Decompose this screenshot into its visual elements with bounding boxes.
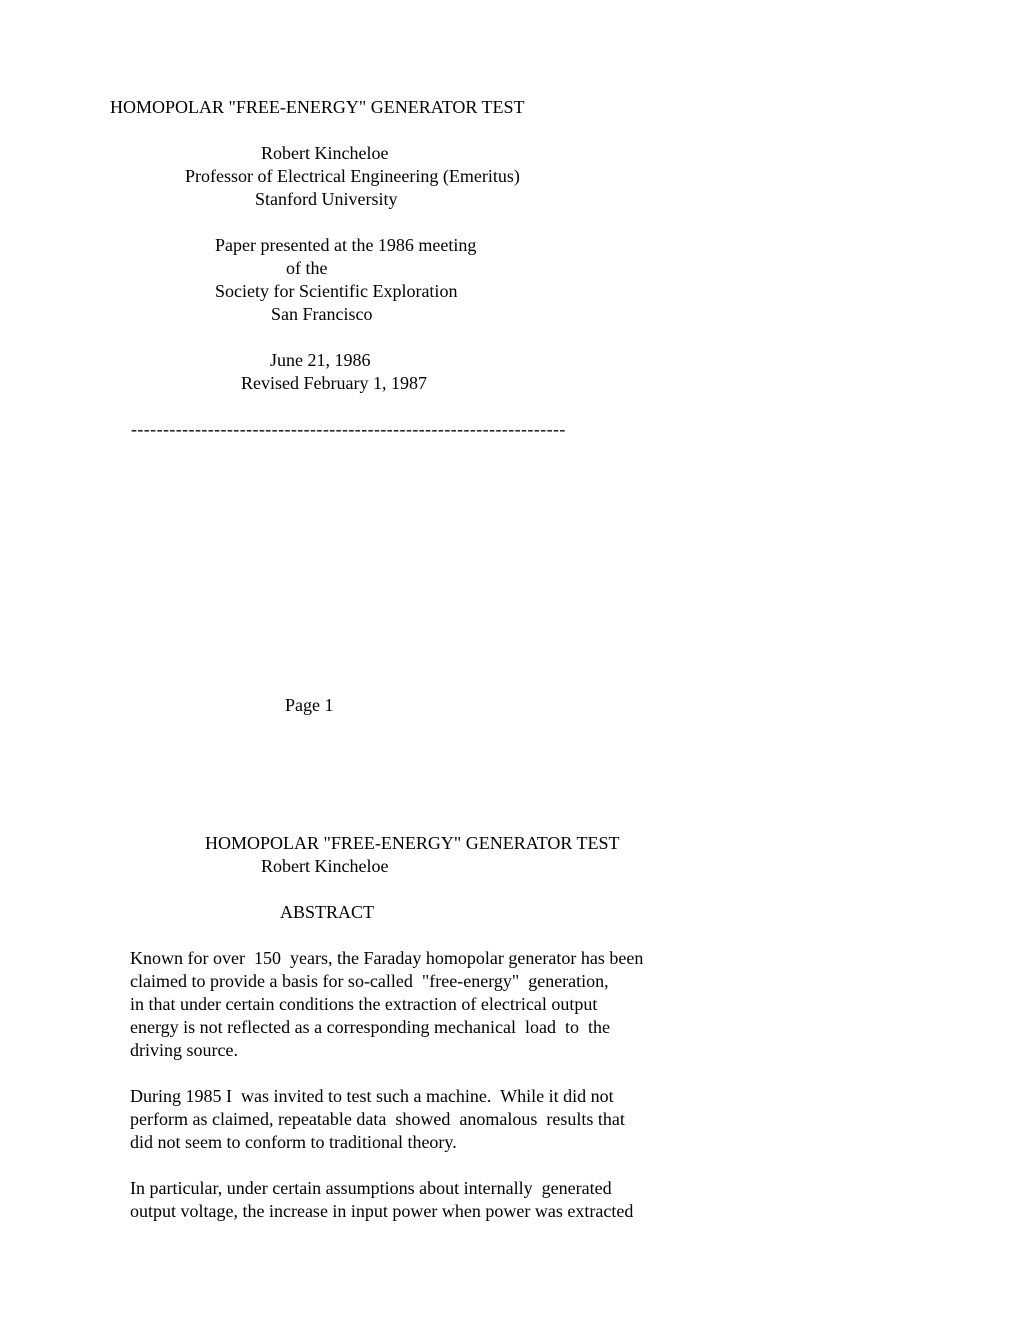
presented-line-3: Society for Scientific Exploration <box>215 281 458 301</box>
paragraph-line: Known for over 150 years, the Faraday homopolar generator has been <box>130 948 644 968</box>
paragraph-line: output voltage, the increase in input power when power was extracted <box>130 1201 634 1221</box>
author-name: Robert Kincheloe <box>261 143 389 163</box>
page-author: Robert Kincheloe <box>261 856 389 876</box>
presentation-date: June 21, 1986 <box>270 350 371 370</box>
paragraph-line: driving source. <box>130 1040 238 1060</box>
presented-line-1: Paper presented at the 1986 meeting <box>215 235 477 255</box>
paragraph-line: During 1985 I was invited to test such a machine. While it did not <box>130 1086 614 1106</box>
separator-line: -------------------------------------------------------------------- <box>131 419 566 439</box>
page-title: HOMOPOLAR "FREE-ENERGY" GENERATOR TEST <box>205 833 620 853</box>
author-position: Professor of Electrical Engineering (Emeritus) <box>185 166 520 186</box>
presented-line-2: of the <box>286 258 328 278</box>
paragraph-line: In particular, under certain assumptions about internally generated <box>130 1178 612 1198</box>
page-number: Page 1 <box>285 695 334 715</box>
author-university: Stanford University <box>255 189 398 209</box>
paragraph-line: perform as claimed, repeatable data showed anomalous results that <box>130 1109 625 1129</box>
revision-date: Revised February 1, 1987 <box>241 373 427 393</box>
paragraph-line: claimed to provide a basis for so-called "free-energy" generation, <box>130 971 609 991</box>
presented-line-4: San Francisco <box>271 304 373 324</box>
paragraph-line: in that under certain conditions the extraction of electrical output <box>130 994 598 1014</box>
paragraph-line: did not seem to conform to traditional theory. <box>130 1132 457 1152</box>
document-title: HOMOPOLAR "FREE-ENERGY" GENERATOR TEST <box>110 97 525 117</box>
paragraph-line: energy is not reflected as a corresponding mechanical load to the <box>130 1017 610 1037</box>
abstract-heading: ABSTRACT <box>280 902 375 922</box>
